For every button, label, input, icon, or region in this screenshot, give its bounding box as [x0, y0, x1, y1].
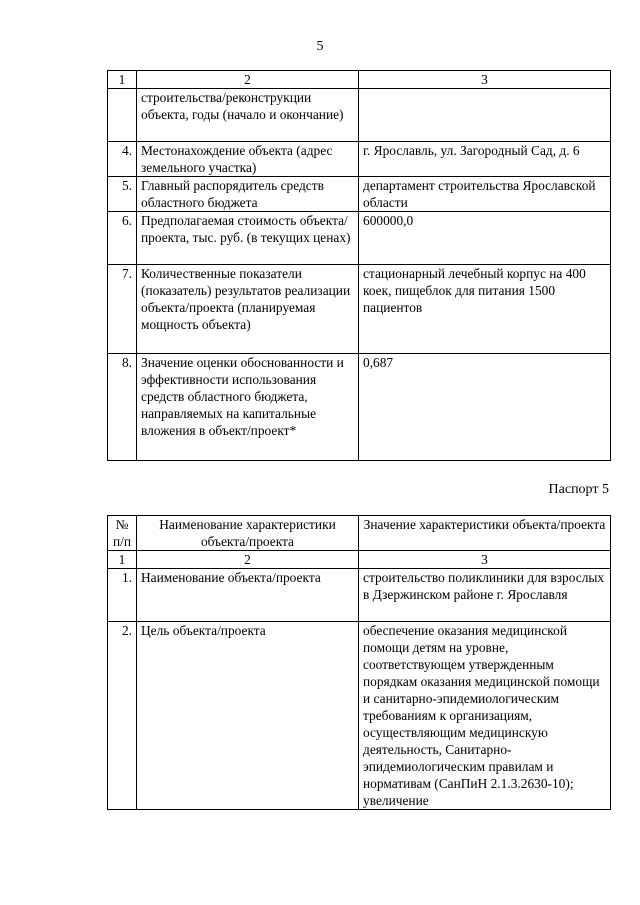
row-characteristic: Предполагаемая стоимость объекта/проекта, тыс. руб. (в текущих ценах): [137, 212, 359, 265]
index-cell: 2: [137, 71, 359, 89]
page-number: 5: [316, 39, 324, 54]
table-row: [108, 177, 611, 212]
index-cell: 1: [108, 551, 137, 569]
row-characteristic: Цель объекта/проекта: [137, 622, 359, 810]
table-row: [108, 569, 611, 622]
row-value: строительство поликлиники для взрослых в Дзержинском районе г. Ярославля: [359, 569, 611, 622]
passport-5-table: [107, 515, 611, 810]
row-number: 4.: [108, 142, 137, 177]
row-number: 7.: [108, 265, 137, 354]
table-index-row: [108, 551, 611, 569]
row-number: 5.: [108, 177, 137, 212]
row-value: департамент строительства Ярославской области: [359, 177, 611, 212]
passport-5-label: Паспорт 5: [548, 482, 609, 497]
header-value: Значение характеристики объекта/проекта: [359, 516, 611, 551]
row-value: г. Ярославль, ул. Загородный Сад, д. 6: [359, 142, 611, 177]
row-value: обеспечение оказания медицинской помощи детям на уровне, соответствующем утвержденным порядкам оказания медицинской помощи и санитарно-эпидемиологическим требованиям к организациям, осуществляющим медицинскую деятельность, Санитарно-эпидемиологическим правилам и нормативам (СанПиН 2.1.3.2630-10); увеличение: [359, 622, 611, 810]
row-number: 6.: [108, 212, 137, 265]
row-characteristic: Наименование объекта/проекта: [137, 569, 359, 622]
row-value: [359, 89, 611, 142]
row-characteristic: Количественные показатели (показатель) результатов реализации объекта/проекта (планируемая мощность объекта): [137, 265, 359, 354]
row-number: 2.: [108, 622, 137, 810]
header-number: № п/п: [108, 516, 137, 551]
index-cell: 3: [359, 551, 611, 569]
row-characteristic: строительства/реконструкции объекта, годы (начало и окончание): [137, 89, 359, 142]
row-value: 0,687: [359, 354, 611, 461]
table-row: [108, 622, 611, 810]
table-row: [108, 142, 611, 177]
table-row: [108, 212, 611, 265]
row-number: 1.: [108, 569, 137, 622]
row-characteristic: Значение оценки обоснованности и эффективности использования средств областного бюджета, направляемых на капитальные вложения в объект/проект*: [137, 354, 359, 461]
table-row: [108, 354, 611, 461]
table-header-row: [108, 516, 611, 551]
row-value: стационарный лечебный корпус на 400 коек, пищеблок для питания 1500 пациентов: [359, 265, 611, 354]
index-cell: 2: [137, 551, 359, 569]
table-index-row: [108, 71, 611, 89]
table-row: [108, 89, 611, 142]
index-cell: 1: [108, 71, 137, 89]
table-row: [108, 265, 611, 354]
row-number: [108, 89, 137, 142]
row-characteristic: Главный распорядитель средств областного бюджета: [137, 177, 359, 212]
row-characteristic: Местонахождение объекта (адрес земельного участка): [137, 142, 359, 177]
row-value: 600000,0: [359, 212, 611, 265]
index-cell: 3: [359, 71, 611, 89]
passport-4-continued-table: [107, 70, 611, 461]
row-number: 8.: [108, 354, 137, 461]
header-characteristic: Наименование характеристики объекта/проекта: [137, 516, 359, 551]
